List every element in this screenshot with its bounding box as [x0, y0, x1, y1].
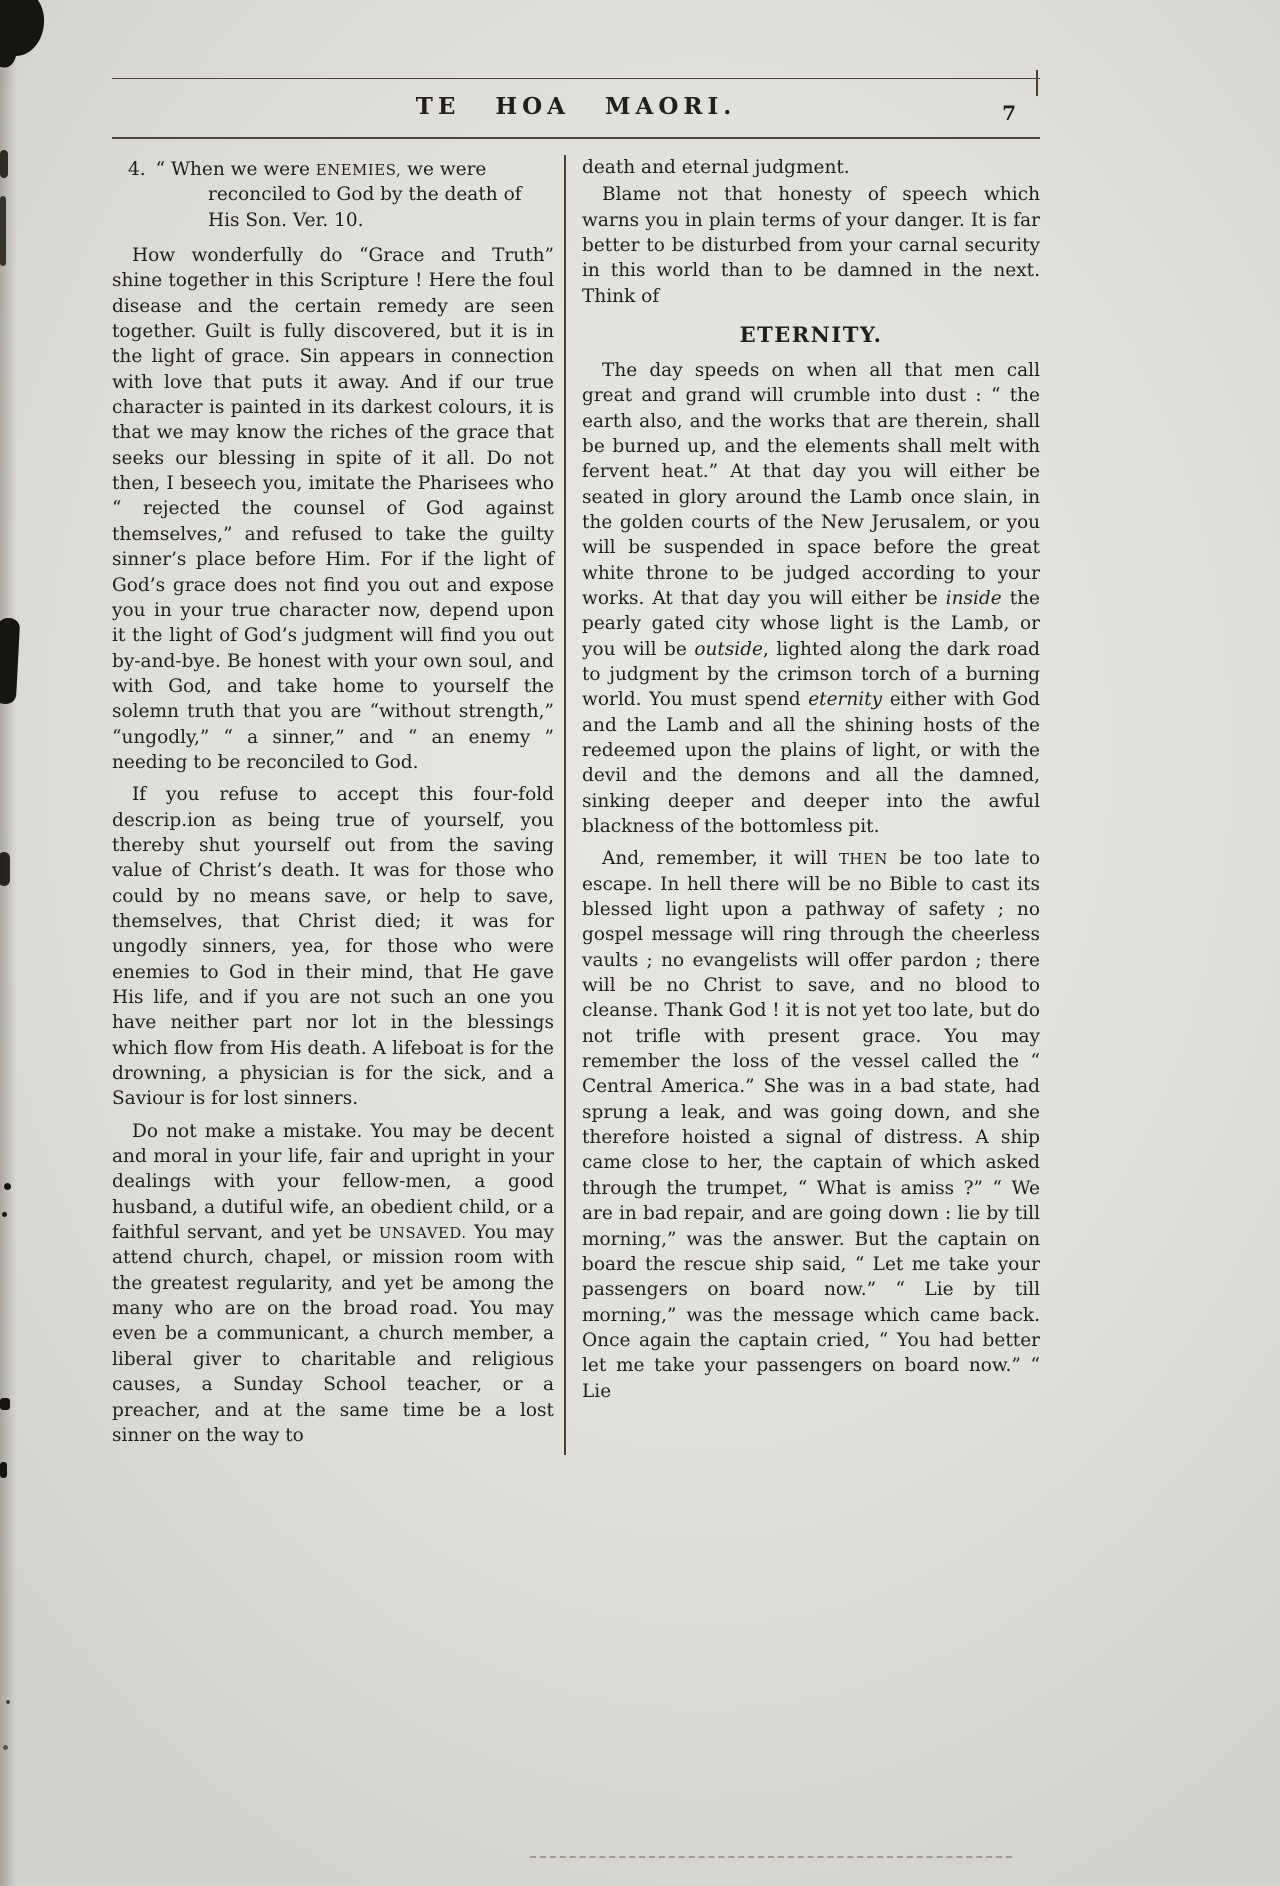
- verse-text: “ When we were ENEMIES, we were reconciled to God by the death of His Son. Ver. 10.: [155, 159, 522, 231]
- scan-bottom-rule: [530, 1856, 1012, 1858]
- paragraph: Do not make a mistake. You may be decent and moral in your life, fair and upright in your dealings with your fellow-men, a good husband, a dutiful wife, an obedient child, or a faithful servant, and yet be UNSAVED. You may attend church, chapel, or mission room with the greatest regularity, and yet be among the many who are on the broad road. You may even be a communicant, a church member, a liberal giver to charitable and religious causes, a Sunday School teacher, or a preacher, and at the same time be a lost sinner on the way to: [112, 1120, 554, 1446]
- paragraph: And, remember, it will THEN be too late to escape. In hell there will be no Bible to cast its blessed light upon a pathway of safety ; no gospel message will ring through the cheerless vaults ; no evangelists will offer pardon ; there will be no Christ to save, and no blood to cleanse. Thank God ! it is not yet too late, but do not trifle with present grace. You may remember the loss of the vessel called the “ Central America.” She was in a bad state, had sprung a leak, and was going down, and she therefore hoisted a signal of distress. A ship came close to her, the captain of which asked through the trumpet, “ What is amiss ?” “ We are in bad repair, and are going down : lie by till morning,” was the answer. But the captain on board the rescue ship said, “ Let me take your passengers on board now.” “ Lie by till morning,” was the message which came back. Once again the captain cried, “ You had better let me take your passengers on board now.” “ Lie: [582, 848, 1040, 1402]
- scan-smudge: [0, 617, 20, 704]
- scan-smudge: [0, 852, 10, 886]
- scan-smudge: [0, 1462, 7, 1478]
- scan-smudge: [0, 150, 8, 178]
- verse-number: 4.: [128, 159, 146, 180]
- paragraph: If you refuse to accept this four-fold descrip.ion as being true of yourself, you thereby shut yourself out from the saving value of Christ’s death. It was for those who could by no means save, or help to save, themselves, that Christ died; it was for ungodly sinners, yea, for those who were enemies to God in their mind, that He gave His life, and if you are not such an one you have neither part nor lot in the blessings which flow from His death. A lifeboat is for the drowning, a physician is for the sick, and a Saviour is for lost sinners.: [112, 784, 554, 1110]
- paragraph: Blame not that honesty of speech which warns you in plain terms of your danger. It is far better to be disturbed from your carnal security in this world than to be damned in the next. Think of: [582, 184, 1040, 307]
- scan-smudge: [0, 1398, 10, 1410]
- text-columns: [112, 139, 1040, 1455]
- paragraph-continuation: death and eternal judgment.: [582, 157, 850, 178]
- masthead: [112, 79, 1040, 137]
- scan-smudge: [0, 196, 6, 266]
- scan-edge-shadow: [0, 0, 16, 1886]
- paragraph: The day speeds on when all that men call great and grand will crumble into dust : “ the earth also, and the works that are therein, shall be burned up, and the elements shall melt with fervent heat.” At that day you will either be seated in glory around the Lamb once slain, in the golden courts of the New Jerusalem, or you will be suspended in space before the great white throne to be judged according to your works. At that day you will either be inside the pearly gated city whose light is the Lamb, or you will be outside, lighted along the dark road to judgment by the crimson torch of a burning world. You must spend eternity either with God and the Lamb and all the shining hosts of the redeemed upon the plains of light, or with the devil and the demons and all the damned, sinking deeper and deeper into the awful blackness of the bottomless pit.: [582, 359, 1040, 838]
- verse-quote: [112, 157, 554, 233]
- paragraph: How wonderfully do “Grace and Truth” shine together in this Scripture ! Here the foul disease and the certain remedy are seen together. Guilt is fully discovered, but it is in the light of grace. Sin appears in connection with love that puts it away. And if our true character is painted in its darkest colours, it is that we may know the riches of the grace that seeks our blessing in spite of it all. Do not then, I beseech you, imitate the Pharisees who “ rejected the counsel of God against themselves,” and refused to take the guilty sinner’s place before Him. For if the light of God’s grace does not find you out and expose you in your true character now, depend upon it the light of God’s judgment will find you out by-and-bye. Be honest with your own soul, and with God, and take home to yourself the solemn truth that you are “without strength,” “ungodly,” “ a sinner,” and “ an enemy ” needing to be reconciled to God.: [112, 245, 554, 773]
- scan-speck: [3, 1745, 8, 1750]
- scan-speck: [2, 1212, 7, 1217]
- scan-speck: [4, 1183, 11, 1190]
- section-heading-eternity: ETERNITY.: [739, 322, 883, 348]
- page-content: [112, 78, 1040, 1455]
- page-title: TE HOA MAORI.: [415, 93, 737, 120]
- right-column: [566, 155, 1040, 1455]
- left-column: [112, 155, 564, 1455]
- page-number: 7: [1002, 101, 1016, 125]
- scan-speck: [6, 1700, 10, 1704]
